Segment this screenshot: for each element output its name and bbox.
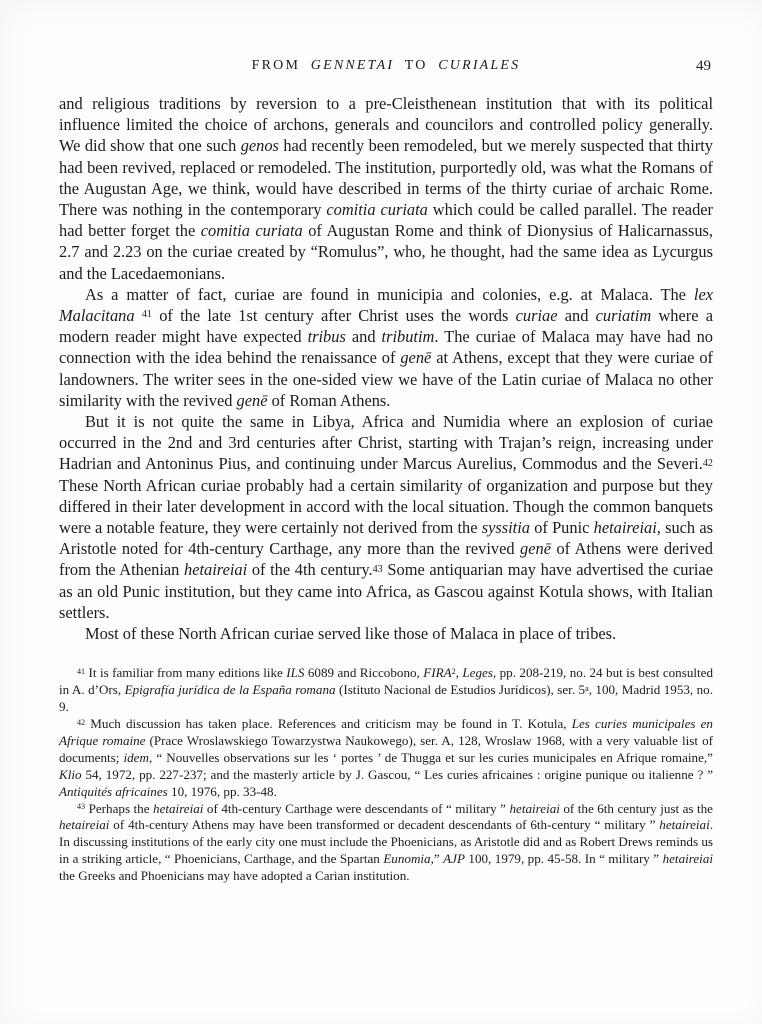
text-segment: Eunomia [383, 851, 431, 867]
text-segment: hetaireiai [509, 800, 560, 816]
text-segment: ILS [286, 665, 305, 681]
text-segment: tribus [307, 327, 346, 347]
footnote-marker: 43 [372, 563, 383, 575]
text-segment: 6089 and Riccobono, [304, 665, 424, 681]
text-segment: genē [400, 348, 432, 368]
text-segment: of the 6th century just as the [559, 800, 713, 816]
text-segment: comitia curiata [326, 200, 428, 220]
paragraph-4 [59, 623, 713, 644]
text-segment: , 100, Madrid 1953, no. 9. [59, 682, 714, 715]
text-segment: , “ Nouvelles observations sur les ‘ portes ’ de Thugga et sur les curies municipales en Afrique romaine,” [148, 749, 713, 765]
text-segment: TO [394, 58, 439, 73]
footnote-marker: 41 [141, 309, 152, 321]
text-segment: the Greeks and Phoenicians may have adopted a Carian institution. [59, 868, 410, 884]
body-text [59, 93, 713, 644]
text-segment: hetaireiai [184, 560, 248, 580]
text-segment: of Augustan Rome and think of Dionysius of Halicarnassus, 2.7 and 2.23 on the curiae created by “Romulus”, who, he thought, had the same idea as Lycurgus and the Lacedaemonians. [59, 221, 714, 283]
text-segment: . In discussing institutions of the early city one must include the Phoenicians, as Aristotle did and as Robert Drews reminds us in a striking article, “ Phoenicians, Carthage, and the Spartan [59, 817, 713, 867]
footnotes-section [59, 665, 713, 885]
footnote-marker: 41 [77, 667, 86, 677]
text-segment: hetaireiai [153, 800, 204, 816]
text-segment: But it is not quite the same in Libya, Africa and Numidia where an explosion of curiae occurred in the 2nd and 3rd centuries after Christ, starting with Trajan’s reign, increasing under Hadrian and Antoninus Pius, and continuing under Marcus Aurelius, Commodus and the Severi. [59, 412, 713, 474]
text-segment: and religious traditions by reversion to a pre-Cleisthenean institution that with its political influence limited the choice of archons, generals and councilors and controlled policy generally. We did show that one such [59, 94, 713, 156]
text-segment: FIRA [423, 665, 452, 681]
text-segment: which could be called parallel. The reader had better forget the [59, 200, 714, 241]
text-segment: of Athens were derived from the Athenian [59, 539, 713, 580]
text-segment: comitia curiata [200, 221, 303, 241]
page-header [59, 58, 713, 78]
running-title [59, 58, 713, 74]
text-segment: genos [240, 136, 279, 156]
text-segment: Leges [462, 665, 493, 681]
text-segment: curiae [515, 306, 558, 326]
text-segment: Epigrafía jurídica de la España romana [124, 682, 336, 698]
page-number: 49 [696, 58, 711, 74]
text-segment: Some antiquarian may have advertised the curiae as an old Punic institution, but they came into Africa, as Gascou against Kotula shows, with Italian settlers. [59, 560, 713, 622]
footnote-41 [59, 665, 713, 716]
text-segment: (Istituto Nacional de Estudios Jurídicos), ser. 5 [335, 682, 586, 698]
text-segment: . The curiae of Malaca may have had no connection with the idea behind the renaissance of [59, 327, 713, 368]
text-segment: curiatim [595, 306, 652, 326]
text-segment: of the 4th century. [247, 560, 373, 580]
paragraph-1 [59, 93, 713, 284]
text-segment: As a matter of fact, curiae are found in municipia and colonies, e.g. at Malaca. The [85, 284, 694, 304]
text-segment: Klio [59, 766, 82, 782]
footnote-marker: 42 [702, 457, 713, 469]
text-segment: , pp. 208-219, no. 24 but is best consulted in A. d’Ors, [59, 665, 714, 698]
footnote-marker: a [585, 684, 589, 694]
text-segment: FROM [251, 58, 311, 73]
footnote-marker: 43 [77, 802, 86, 812]
text-segment: of the late 1st century after Christ uses the words [151, 306, 516, 326]
text-segment: at Athens, except that they were curiae of landowners. The writer sees in the one-sided view we have of the Latin curiae of Malaca no other similarity with the revived [59, 348, 713, 410]
text-segment: ,” [430, 851, 444, 867]
text-segment: (Prace Wroslawskiego Towarzystwa Naukowego), ser. A, 128, Wroslaw 1968, with a very valuable list of documents; [59, 732, 713, 765]
text-segment: 54, 1972, pp. 227-237; and the masterly article by J. Gascou, “ Les curies africaines : origine punique ou italienne ? ” [81, 766, 713, 782]
text-segment: Most of these North African curiae served like those of Malaca in place of tribes. [85, 624, 617, 644]
text-segment: genē [520, 539, 551, 559]
text-segment: where a modern reader might have expected [59, 306, 713, 347]
footnote-42 [59, 716, 713, 801]
text-segment: hetaireiai [59, 817, 110, 833]
text-segment: hetaireiai [662, 851, 714, 867]
text-segment: of 4th-century Carthage were descendants of “ military ” [203, 800, 510, 816]
paragraph-3 [59, 411, 713, 623]
text-segment: of 4th-century Athens may have been transformed or decadent descendants of 6th-century “ military ” [109, 817, 660, 833]
text-segment: syssitia [481, 518, 530, 538]
text-segment: of Punic [529, 518, 594, 538]
text-segment: It is familiar from many editions like [85, 665, 287, 681]
text-segment: tributim [381, 327, 435, 347]
text-segment: hetaireiai, [593, 518, 661, 538]
text-segment: such as Aristotle noted for 4th-century Carthage, any more than the revived [59, 518, 713, 559]
text-segment: GENNETAI [310, 58, 395, 73]
text-segment: and [345, 327, 382, 347]
text-segment: lex Malacitana [59, 284, 713, 326]
text-segment: CURIALES [438, 58, 521, 73]
text-segment: and [557, 306, 596, 326]
text-segment: hetaireiai [659, 817, 710, 833]
text-segment: Much discussion has taken place. References and criticism may be found in T. Kotula, [85, 716, 572, 731]
text-segment: , [455, 665, 463, 681]
text-segment: Perhaps the [85, 800, 154, 816]
text-segment: idem [123, 749, 149, 765]
text-segment: genē [236, 390, 268, 410]
text-segment: of Roman Athens. [267, 390, 391, 410]
text-segment: These North African curiae probably had a certain similarity of organization and purpose but they differed in their later development in accord with the local situation. Though the common banquets were a notable feature, they were certainly not derived from the [59, 475, 713, 538]
text-segment [135, 306, 142, 325]
footnote-marker: 42 [77, 717, 86, 727]
text-segment: 10, 1976, pp. 33-48. [167, 783, 277, 799]
text-segment: 100, 1979, pp. 45-58. In “ military ” [464, 851, 663, 867]
paragraph-2 [59, 284, 713, 411]
footnote-43 [59, 801, 713, 886]
text-segment: Antiquités africaines [59, 783, 168, 799]
text-segment: Les curies municipales en Afrique romaine [59, 716, 713, 748]
footnote-marker: 2 [451, 667, 456, 677]
text-segment: AJP [443, 851, 465, 867]
text-segment: had recently been remodeled, but we merely suspected that thirty had been revived, replaced or remodeled. The institution, purportedly old, was what the Romans of the Augustan Age, we think, would have described in terms of the thirty curiae of archaic Rome. There was nothing in the contemporary [59, 136, 713, 220]
